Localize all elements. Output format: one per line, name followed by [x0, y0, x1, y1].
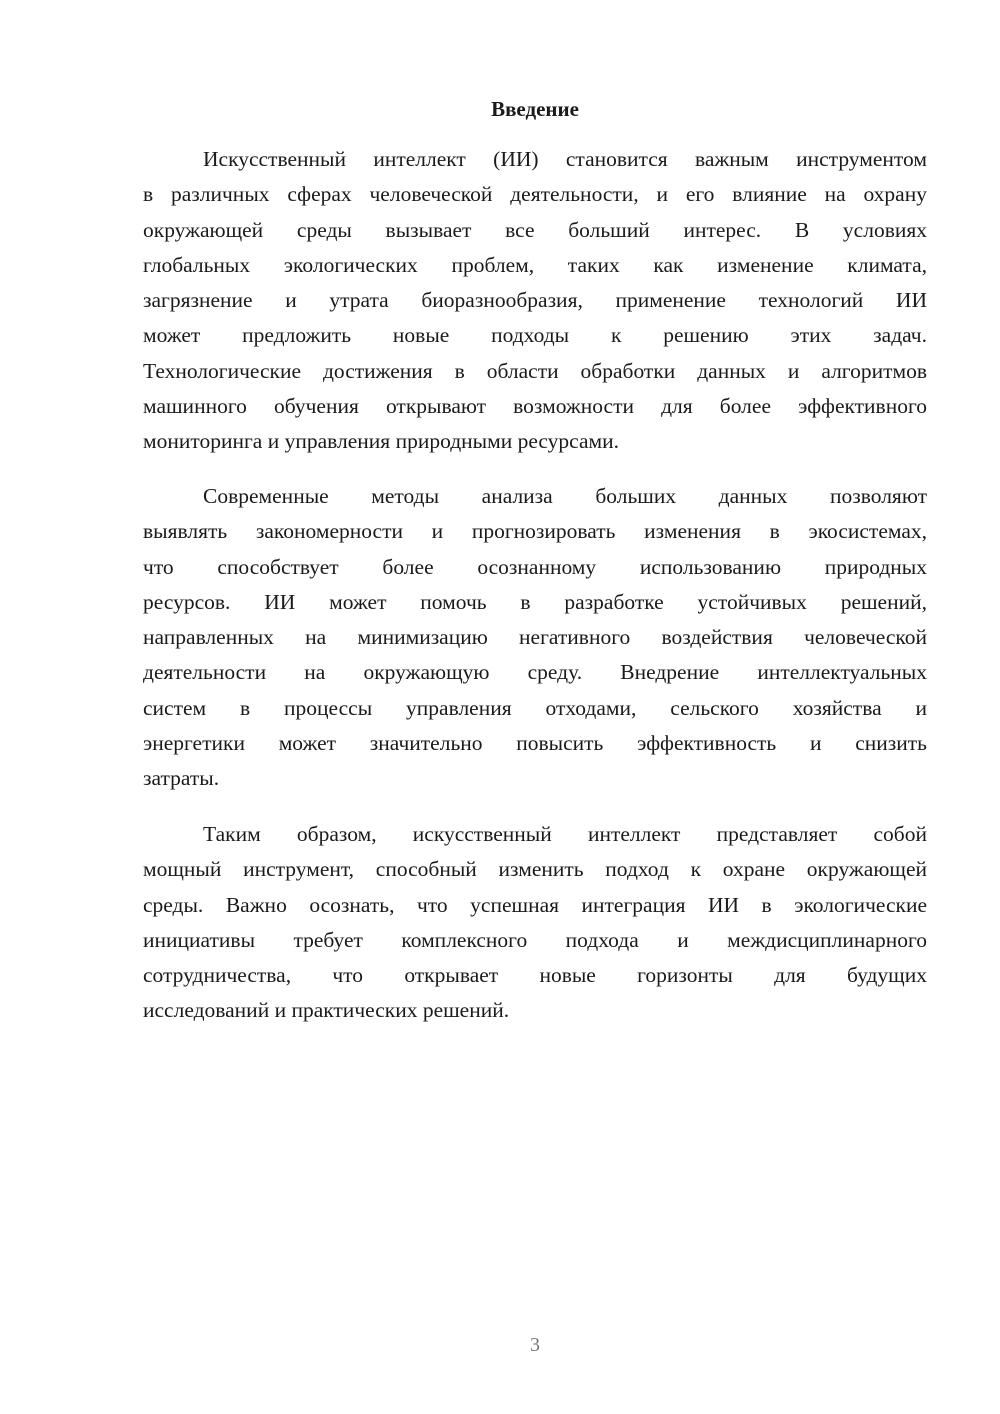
text-line: энергетики может значительно повысить эффективность и снизить [143, 731, 927, 756]
text-line: затраты. [143, 766, 220, 791]
text-line: в различных сферах человеческой деятельности, и его влияние на охрану [143, 182, 927, 207]
text-line: мощный инструмент, способный изменить подход к охране окружающей [143, 857, 927, 882]
paragraph-1 [143, 142, 927, 460]
text-line: выявлять закономерности и прогнозировать изменения в экосистемах, [143, 519, 927, 544]
text-line: систем в процессы управления отходами, сельского хозяйства и [143, 695, 927, 720]
text-line: Искусственный интеллект (ИИ) становится важным инструментом [203, 147, 927, 171]
text-line: глобальных экологических проблем, таких как изменение климата, [143, 252, 927, 277]
paragraph-2 [143, 479, 927, 797]
text-line: может предложить новые подходы к решению этих задач. [143, 323, 927, 348]
text-line: машинного обучения открывают возможности для более эффективного [143, 394, 927, 419]
text-line: инициативы требует комплексного подхода и междисциплинарного [143, 927, 927, 952]
text-line: среды. Важно осознать, что успешная интеграция ИИ в экологические [143, 892, 927, 917]
text-line: направленных на минимизацию негативного воздействия человеческой [143, 625, 927, 650]
text-line: окружающей среды вызывает все больший интерес. В условиях [143, 217, 927, 242]
text-line: что способствует более осознанному использованию природных [143, 554, 927, 579]
text-line: исследований и практических решений. [143, 998, 510, 1023]
paragraph-3 [143, 817, 927, 1029]
text-line: Современные методы анализа больших данных позволяют [203, 484, 927, 508]
text-line: деятельности на окружающую среду. Внедрение интеллектуальных [143, 660, 927, 685]
section-heading: Введение [491, 97, 579, 121]
text-line: мониторинга и управления природными ресурсами. [143, 429, 620, 454]
text-line: Таким образом, искусственный интеллект представляет собой [203, 822, 927, 846]
text-line: сотрудничества, что открывает новые горизонты для будущих [143, 963, 927, 988]
text-line: Технологические достижения в области обработки данных и алгоритмов [143, 358, 927, 383]
text-line: ресурсов. ИИ может помочь в разработке устойчивых решений, [143, 589, 927, 614]
page-number: 3 [530, 1334, 540, 1356]
text-line: загрязнение и утрата биоразнообразия, применение технологий ИИ [143, 288, 927, 313]
